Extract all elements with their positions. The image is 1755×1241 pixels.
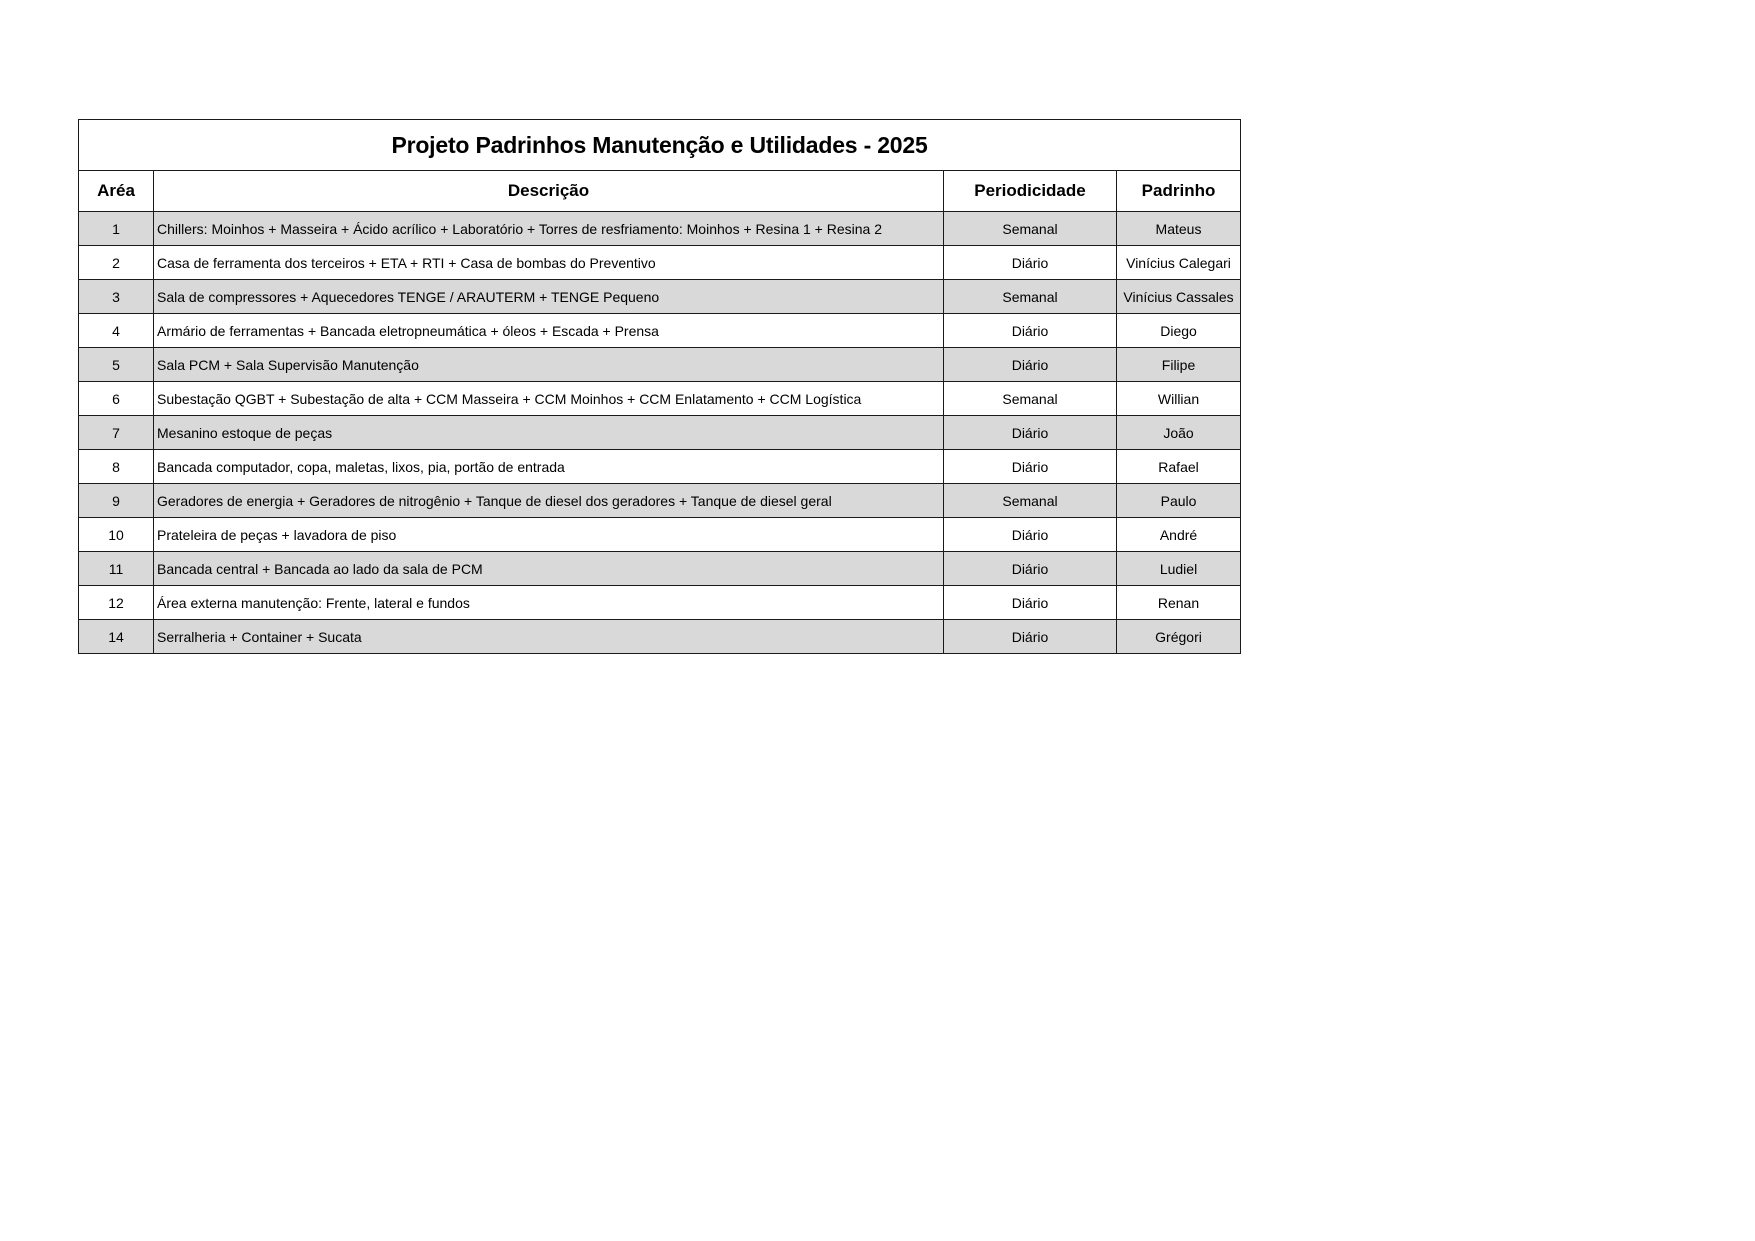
cell-descricao: Bancada central + Bancada ao lado da sala de PCM [154,552,944,586]
cell-descricao: Sala PCM + Sala Supervisão Manutenção [154,348,944,382]
cell-periodicidade: Semanal [944,280,1117,314]
cell-periodicidade: Diário [944,450,1117,484]
cell-padrinho: Diego [1117,314,1241,348]
cell-periodicidade: Diário [944,620,1117,654]
cell-area: 1 [79,212,154,246]
table-row [79,280,1241,314]
cell-periodicidade: Diário [944,246,1117,280]
cell-periodicidade: Semanal [944,212,1117,246]
cell-descricao: Área externa manutenção: Frente, lateral e fundos [154,586,944,620]
cell-padrinho: Willian [1117,382,1241,416]
header-periodicidade: Periodicidade [944,171,1117,212]
cell-area: 8 [79,450,154,484]
table-row [79,212,1241,246]
cell-descricao: Subestação QGBT + Subestação de alta + CCM Masseira + CCM Moinhos + CCM Enlatamento + CCM Logística [154,382,944,416]
cell-padrinho: Renan [1117,586,1241,620]
cell-area: 5 [79,348,154,382]
cell-padrinho: Mateus [1117,212,1241,246]
table-row [79,484,1241,518]
cell-descricao: Bancada computador, copa, maletas, lixos, pia, portão de entrada [154,450,944,484]
cell-area: 7 [79,416,154,450]
cell-padrinho: Vinícius Calegari [1117,246,1241,280]
cell-area: 4 [79,314,154,348]
cell-descricao: Casa de ferramenta dos terceiros + ETA + RTI + Casa de bombas do Preventivo [154,246,944,280]
table-row [79,348,1241,382]
table-row [79,382,1241,416]
cell-padrinho: André [1117,518,1241,552]
table-row [79,416,1241,450]
cell-padrinho: João [1117,416,1241,450]
table-title: Projeto Padrinhos Manutenção e Utilidades - 2025 [79,120,1241,171]
table-row [79,246,1241,280]
cell-padrinho: Grégori [1117,620,1241,654]
cell-area: 14 [79,620,154,654]
cell-descricao: Serralheria + Container + Sucata [154,620,944,654]
cell-periodicidade: Semanal [944,484,1117,518]
cell-area: 6 [79,382,154,416]
cell-area: 3 [79,280,154,314]
schedule-table [78,119,1241,654]
cell-periodicidade: Diário [944,586,1117,620]
cell-padrinho: Vinícius Cassales [1117,280,1241,314]
cell-periodicidade: Diário [944,348,1117,382]
table-row [79,586,1241,620]
cell-periodicidade: Semanal [944,382,1117,416]
table-row [79,314,1241,348]
header-area: Aréa [79,171,154,212]
cell-periodicidade: Diário [944,314,1117,348]
cell-descricao: Prateleira de peças + lavadora de piso [154,518,944,552]
cell-area: 12 [79,586,154,620]
table-row [79,552,1241,586]
cell-padrinho: Paulo [1117,484,1241,518]
cell-periodicidade: Diário [944,552,1117,586]
cell-descricao: Chillers: Moinhos + Masseira + Ácido acrílico + Laboratório + Torres de resfriamento: Moinhos + Resina 1 + Resina 2 [154,212,944,246]
table-body [79,120,1241,654]
cell-descricao: Mesanino estoque de peças [154,416,944,450]
cell-area: 9 [79,484,154,518]
cell-area: 2 [79,246,154,280]
cell-descricao: Sala de compressores + Aquecedores TENGE / ARAUTERM + TENGE Pequeno [154,280,944,314]
cell-periodicidade: Diário [944,416,1117,450]
table-row [79,518,1241,552]
cell-descricao: Geradores de energia + Geradores de nitrogênio + Tanque de diesel dos geradores + Tanque de diesel geral [154,484,944,518]
cell-area: 11 [79,552,154,586]
header-padrinho: Padrinho [1117,171,1241,212]
table-row [79,620,1241,654]
cell-periodicidade: Diário [944,518,1117,552]
cell-descricao: Armário de ferramentas + Bancada eletropneumática + óleos + Escada + Prensa [154,314,944,348]
cell-padrinho: Rafael [1117,450,1241,484]
cell-padrinho: Ludiel [1117,552,1241,586]
cell-padrinho: Filipe [1117,348,1241,382]
cell-area: 10 [79,518,154,552]
header-descricao: Descrição [154,171,944,212]
table-row [79,450,1241,484]
header-row [79,171,1241,212]
